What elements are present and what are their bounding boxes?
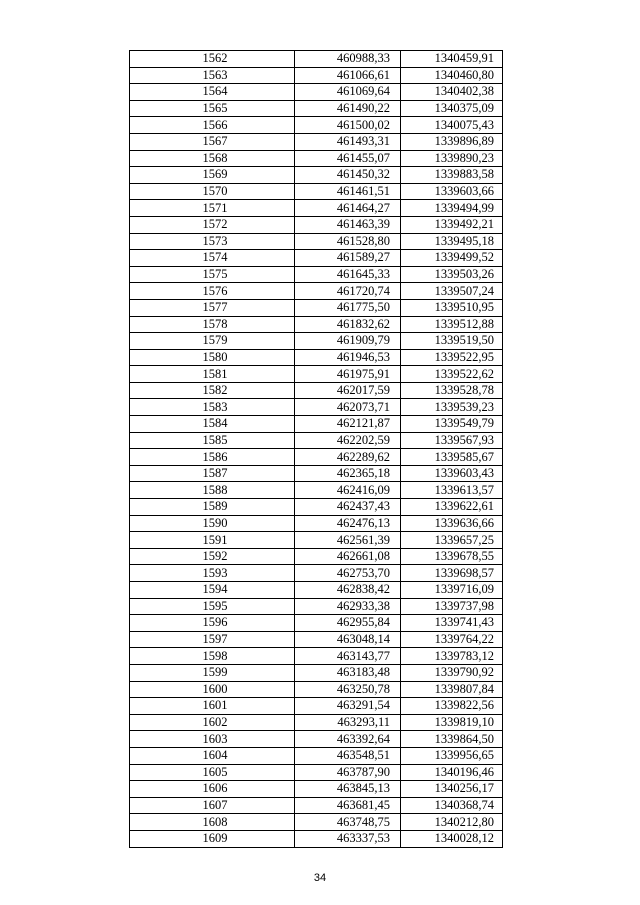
x-coordinate-cell: 462289,62 [295, 449, 401, 466]
y-coordinate-cell: 1339528,78 [401, 382, 503, 399]
table-row [130, 183, 503, 200]
table-row [130, 416, 503, 433]
x-coordinate-cell: 461450,32 [295, 167, 401, 184]
y-coordinate-cell: 1339864,50 [401, 731, 503, 748]
point-number-cell: 1576 [130, 283, 295, 300]
y-coordinate-cell: 1339890,23 [401, 150, 503, 167]
point-number-cell: 1592 [130, 548, 295, 565]
table-row [130, 681, 503, 698]
x-coordinate-cell: 461909,79 [295, 333, 401, 350]
x-coordinate-cell: 461975,91 [295, 366, 401, 383]
table-row [130, 150, 503, 167]
point-number-cell: 1606 [130, 781, 295, 798]
x-coordinate-cell: 461500,02 [295, 117, 401, 134]
point-number-cell: 1605 [130, 764, 295, 781]
y-coordinate-cell: 1339807,84 [401, 681, 503, 698]
point-number-cell: 1564 [130, 84, 295, 101]
point-number-cell: 1581 [130, 366, 295, 383]
y-coordinate-cell: 1339503,26 [401, 266, 503, 283]
x-coordinate-cell: 463748,75 [295, 814, 401, 831]
table-row [130, 814, 503, 831]
x-coordinate-cell: 461461,51 [295, 183, 401, 200]
point-number-cell: 1572 [130, 216, 295, 233]
table-row [130, 200, 503, 217]
point-number-cell: 1567 [130, 133, 295, 150]
table-row [130, 615, 503, 632]
point-number-cell: 1602 [130, 714, 295, 731]
y-coordinate-cell: 1339790,92 [401, 664, 503, 681]
table-row [130, 67, 503, 84]
table-row [130, 764, 503, 781]
x-coordinate-cell: 461528,80 [295, 233, 401, 250]
y-coordinate-cell: 1339539,23 [401, 399, 503, 416]
y-coordinate-cell: 1339783,12 [401, 648, 503, 665]
table-row [130, 133, 503, 150]
table-row [130, 465, 503, 482]
y-coordinate-cell: 1339603,66 [401, 183, 503, 200]
x-coordinate-cell: 461775,50 [295, 299, 401, 316]
point-number-cell: 1600 [130, 681, 295, 698]
y-coordinate-cell: 1339819,10 [401, 714, 503, 731]
table-row [130, 698, 503, 715]
table-row [130, 830, 503, 847]
table-row [130, 499, 503, 516]
x-coordinate-cell: 461066,61 [295, 67, 401, 84]
x-coordinate-cell: 461589,27 [295, 250, 401, 267]
table-row [130, 747, 503, 764]
x-coordinate-cell: 463183,48 [295, 664, 401, 681]
y-coordinate-cell: 1339585,67 [401, 449, 503, 466]
table-row [130, 333, 503, 350]
point-number-cell: 1563 [130, 67, 295, 84]
y-coordinate-cell: 1339678,55 [401, 548, 503, 565]
y-coordinate-cell: 1339657,25 [401, 532, 503, 549]
table-row [130, 84, 503, 101]
y-coordinate-cell: 1339495,18 [401, 233, 503, 250]
table-row [130, 316, 503, 333]
x-coordinate-cell: 463548,51 [295, 747, 401, 764]
table-row [130, 432, 503, 449]
y-coordinate-cell: 1339883,58 [401, 167, 503, 184]
y-coordinate-cell: 1339499,52 [401, 250, 503, 267]
table-row [130, 482, 503, 499]
table-row [130, 283, 503, 300]
x-coordinate-cell: 461493,31 [295, 133, 401, 150]
table-row [130, 515, 503, 532]
y-coordinate-cell: 1339510,95 [401, 299, 503, 316]
point-number-cell: 1587 [130, 465, 295, 482]
x-coordinate-cell: 462416,09 [295, 482, 401, 499]
table-row [130, 631, 503, 648]
x-coordinate-cell: 463293,11 [295, 714, 401, 731]
y-coordinate-cell: 1339956,65 [401, 747, 503, 764]
x-coordinate-cell: 461463,39 [295, 216, 401, 233]
y-coordinate-cell: 1340256,17 [401, 781, 503, 798]
point-number-cell: 1588 [130, 482, 295, 499]
y-coordinate-cell: 1339492,21 [401, 216, 503, 233]
x-coordinate-cell: 462838,42 [295, 582, 401, 599]
y-coordinate-cell: 1339507,24 [401, 283, 503, 300]
point-number-cell: 1575 [130, 266, 295, 283]
x-coordinate-cell: 461455,07 [295, 150, 401, 167]
x-coordinate-cell: 461069,64 [295, 84, 401, 101]
point-number-cell: 1584 [130, 416, 295, 433]
y-coordinate-cell: 1340460,80 [401, 67, 503, 84]
table-row [130, 266, 503, 283]
table-row [130, 532, 503, 549]
table-row [130, 349, 503, 366]
y-coordinate-cell: 1339512,88 [401, 316, 503, 333]
y-coordinate-cell: 1339896,89 [401, 133, 503, 150]
point-number-cell: 1590 [130, 515, 295, 532]
table-row [130, 233, 503, 250]
point-number-cell: 1598 [130, 648, 295, 665]
point-number-cell: 1599 [130, 664, 295, 681]
table-row [130, 100, 503, 117]
x-coordinate-cell: 463143,77 [295, 648, 401, 665]
y-coordinate-cell: 1339764,22 [401, 631, 503, 648]
point-number-cell: 1596 [130, 615, 295, 632]
x-coordinate-cell: 462561,39 [295, 532, 401, 549]
x-coordinate-cell: 461645,33 [295, 266, 401, 283]
x-coordinate-cell: 462437,43 [295, 499, 401, 516]
x-coordinate-cell: 463681,45 [295, 797, 401, 814]
point-number-cell: 1585 [130, 432, 295, 449]
point-number-cell: 1583 [130, 399, 295, 416]
point-number-cell: 1586 [130, 449, 295, 466]
point-number-cell: 1608 [130, 814, 295, 831]
table-row [130, 299, 503, 316]
x-coordinate-cell: 463392,64 [295, 731, 401, 748]
table-row [130, 366, 503, 383]
table-row [130, 797, 503, 814]
coordinates-table [129, 50, 503, 848]
point-number-cell: 1573 [130, 233, 295, 250]
table-row [130, 399, 503, 416]
point-number-cell: 1578 [130, 316, 295, 333]
y-coordinate-cell: 1339613,57 [401, 482, 503, 499]
table-row [130, 582, 503, 599]
x-coordinate-cell: 461464,27 [295, 200, 401, 217]
y-coordinate-cell: 1339519,50 [401, 333, 503, 350]
point-number-cell: 1566 [130, 117, 295, 134]
x-coordinate-cell: 463291,54 [295, 698, 401, 715]
x-coordinate-cell: 462365,18 [295, 465, 401, 482]
y-coordinate-cell: 1339737,98 [401, 598, 503, 615]
y-coordinate-cell: 1339741,43 [401, 615, 503, 632]
y-coordinate-cell: 1340459,91 [401, 51, 503, 68]
coordinates-table-body [130, 51, 503, 848]
y-coordinate-cell: 1340196,46 [401, 764, 503, 781]
table-row [130, 781, 503, 798]
x-coordinate-cell: 461490,22 [295, 100, 401, 117]
point-number-cell: 1574 [130, 250, 295, 267]
x-coordinate-cell: 461946,53 [295, 349, 401, 366]
y-coordinate-cell: 1339603,43 [401, 465, 503, 482]
x-coordinate-cell: 462073,71 [295, 399, 401, 416]
table-row [130, 714, 503, 731]
point-number-cell: 1594 [130, 582, 295, 599]
y-coordinate-cell: 1339567,93 [401, 432, 503, 449]
point-number-cell: 1607 [130, 797, 295, 814]
y-coordinate-cell: 1339522,62 [401, 366, 503, 383]
x-coordinate-cell: 462476,13 [295, 515, 401, 532]
x-coordinate-cell: 463337,53 [295, 830, 401, 847]
table-row [130, 548, 503, 565]
point-number-cell: 1562 [130, 51, 295, 68]
table-row [130, 216, 503, 233]
point-number-cell: 1609 [130, 830, 295, 847]
point-number-cell: 1582 [130, 382, 295, 399]
x-coordinate-cell: 462955,84 [295, 615, 401, 632]
point-number-cell: 1593 [130, 565, 295, 582]
table-row [130, 731, 503, 748]
y-coordinate-cell: 1340375,09 [401, 100, 503, 117]
table-row [130, 664, 503, 681]
y-coordinate-cell: 1340212,80 [401, 814, 503, 831]
table-row [130, 598, 503, 615]
point-number-cell: 1597 [130, 631, 295, 648]
y-coordinate-cell: 1339494,99 [401, 200, 503, 217]
table-row [130, 565, 503, 582]
x-coordinate-cell: 462202,59 [295, 432, 401, 449]
x-coordinate-cell: 463845,13 [295, 781, 401, 798]
table-row [130, 167, 503, 184]
point-number-cell: 1568 [130, 150, 295, 167]
x-coordinate-cell: 463048,14 [295, 631, 401, 648]
y-coordinate-cell: 1339636,66 [401, 515, 503, 532]
y-coordinate-cell: 1339622,61 [401, 499, 503, 516]
y-coordinate-cell: 1339716,09 [401, 582, 503, 599]
x-coordinate-cell: 463250,78 [295, 681, 401, 698]
table-row [130, 648, 503, 665]
point-number-cell: 1570 [130, 183, 295, 200]
table-row [130, 382, 503, 399]
point-number-cell: 1565 [130, 100, 295, 117]
x-coordinate-cell: 462121,87 [295, 416, 401, 433]
y-coordinate-cell: 1340368,74 [401, 797, 503, 814]
y-coordinate-cell: 1339822,56 [401, 698, 503, 715]
point-number-cell: 1569 [130, 167, 295, 184]
point-number-cell: 1589 [130, 499, 295, 516]
table-row [130, 449, 503, 466]
point-number-cell: 1580 [130, 349, 295, 366]
point-number-cell: 1579 [130, 333, 295, 350]
point-number-cell: 1577 [130, 299, 295, 316]
point-number-cell: 1603 [130, 731, 295, 748]
table-row [130, 250, 503, 267]
x-coordinate-cell: 462661,08 [295, 548, 401, 565]
point-number-cell: 1591 [130, 532, 295, 549]
y-coordinate-cell: 1340075,43 [401, 117, 503, 134]
y-coordinate-cell: 1339698,57 [401, 565, 503, 582]
table-row [130, 117, 503, 134]
x-coordinate-cell: 462017,59 [295, 382, 401, 399]
x-coordinate-cell: 463787,90 [295, 764, 401, 781]
point-number-cell: 1595 [130, 598, 295, 615]
x-coordinate-cell: 460988,33 [295, 51, 401, 68]
point-number-cell: 1601 [130, 698, 295, 715]
point-number-cell: 1571 [130, 200, 295, 217]
table-row [130, 51, 503, 68]
y-coordinate-cell: 1340402,38 [401, 84, 503, 101]
x-coordinate-cell: 461720,74 [295, 283, 401, 300]
x-coordinate-cell: 461832,62 [295, 316, 401, 333]
point-number-cell: 1604 [130, 747, 295, 764]
page-number: 34 [313, 872, 327, 884]
x-coordinate-cell: 462933,38 [295, 598, 401, 615]
y-coordinate-cell: 1339549,79 [401, 416, 503, 433]
x-coordinate-cell: 462753,70 [295, 565, 401, 582]
y-coordinate-cell: 1340028,12 [401, 830, 503, 847]
y-coordinate-cell: 1339522,95 [401, 349, 503, 366]
